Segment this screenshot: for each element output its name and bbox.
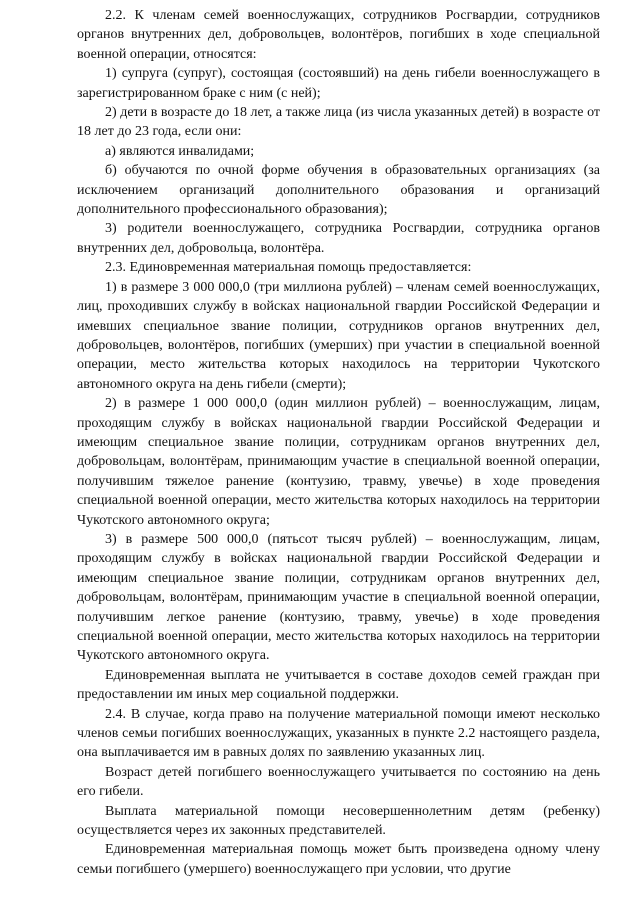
paragraph-2-2-item-1: 1) супруга (супруг), состоящая (состоявший) на день гибели военнослужащего в зарегистрированном браке с ним (с ней); [77, 66, 600, 101]
paragraph-payment-note: Единовременная выплата не учитывается в составе доходов семей граждан при предоставлении им иных мер социальной поддержки. [77, 667, 600, 703]
paragraph-minors-payment: Выплата материальной помощи несовершеннолетним детям (ребенку) осуществляется через их законных представителей. [77, 803, 600, 839]
paragraph-2-4: 2.4. В случае, когда право на получение материальной помощи имеют несколько членов семьи погибших военнослужащих, указанных в пункте 2.2 настоящего раздела, она выплачивается им в равных долях по заявлению указанных лиц. [77, 706, 600, 761]
paragraph-2-2-item-2: 2) дети в возрасте до 18 лет, а также лица (из числа указанных детей) в возрасте от 18 лет до 23 года, если они: [77, 105, 600, 140]
paragraph-2-3: 2.3. Единовременная материальная помощь предоставляется: [105, 260, 472, 276]
paragraph-single-member: Единовременная материальная помощь может быть произведена одному члену семьи погибшего (умершего) военнослужащего при условии, что другие [77, 842, 600, 877]
paragraph-2-2-item-2a: а) являются инвалидами; [105, 143, 255, 159]
paragraph-children-age: Возраст детей погибшего военнослужащего учитывается по состоянию на день его гибели. [77, 764, 600, 800]
paragraph-2-3-item-2: 2) в размере 1 000 000,0 (один миллион рублей) – военнослужащим, лицам, проходящим службу в войсках национальной гвардии Российской Федерации и имеющим специальное звание полиции, сотрудникам органов внутренних дел, добровольцам, волонтёрам, принимающим участие в специальной военной операции, получившим тяжелое ранение (контузию, травму, увечье) в ходе проведения специальной военной операции, место жительства которых находилось на территории Чукотского автономного округа; [77, 396, 600, 528]
paragraph-2-3-item-3: 3) в размере 500 000,0 (пятьсот тысяч рублей) – военнослужащим, лицам, проходящим службу в войсках национальной гвардии Российской Федерации и имеющим специальное звание полиции, сотрудникам органов внутренних дел, добровольцам, волонтёрам, принимающим участие в специальной военной операции, получившим легкое ранение (контузию, травму, увечье) в ходе проведения специальной военной операции, место жительства которых находилось на территории Чукотского автономного округа. [77, 531, 600, 664]
paragraph-2-2-item-3: 3) родители военнослужащего, сотрудника Росгвардии, сотрудника органов внутренних дел, добровольца, волонтёра. [77, 221, 600, 256]
paragraph-2-2-item-2b: б) обучаются по очной форме обучения в образовательных организациях (за исключением организаций дополнительного образования и организаций дополнительного профессионального образования); [77, 163, 600, 218]
paragraph-2-3-item-1: 1) в размере 3 000 000,0 (три миллиона рублей) – членам семей военнослужащих, лиц, проходивших службу в войсках национальной гвардии Российской Федерации и имевших специальное звание полиции, сотрудников органов внутренних дел, добровольцев, волонтёров, погибших (умерших) при участии в специальной военной операции, место жительства которых находилось на территории Чукотского автономного округа на день гибели (смерти); [77, 279, 600, 392]
paragraph-2-2: 2.2. К членам семей военнослужащих, сотрудников Росгвардии, сотрудников органов внутренних дел, добровольцев, волонтёров, погибших в ходе специальной военной операции, относятся: [77, 8, 600, 62]
